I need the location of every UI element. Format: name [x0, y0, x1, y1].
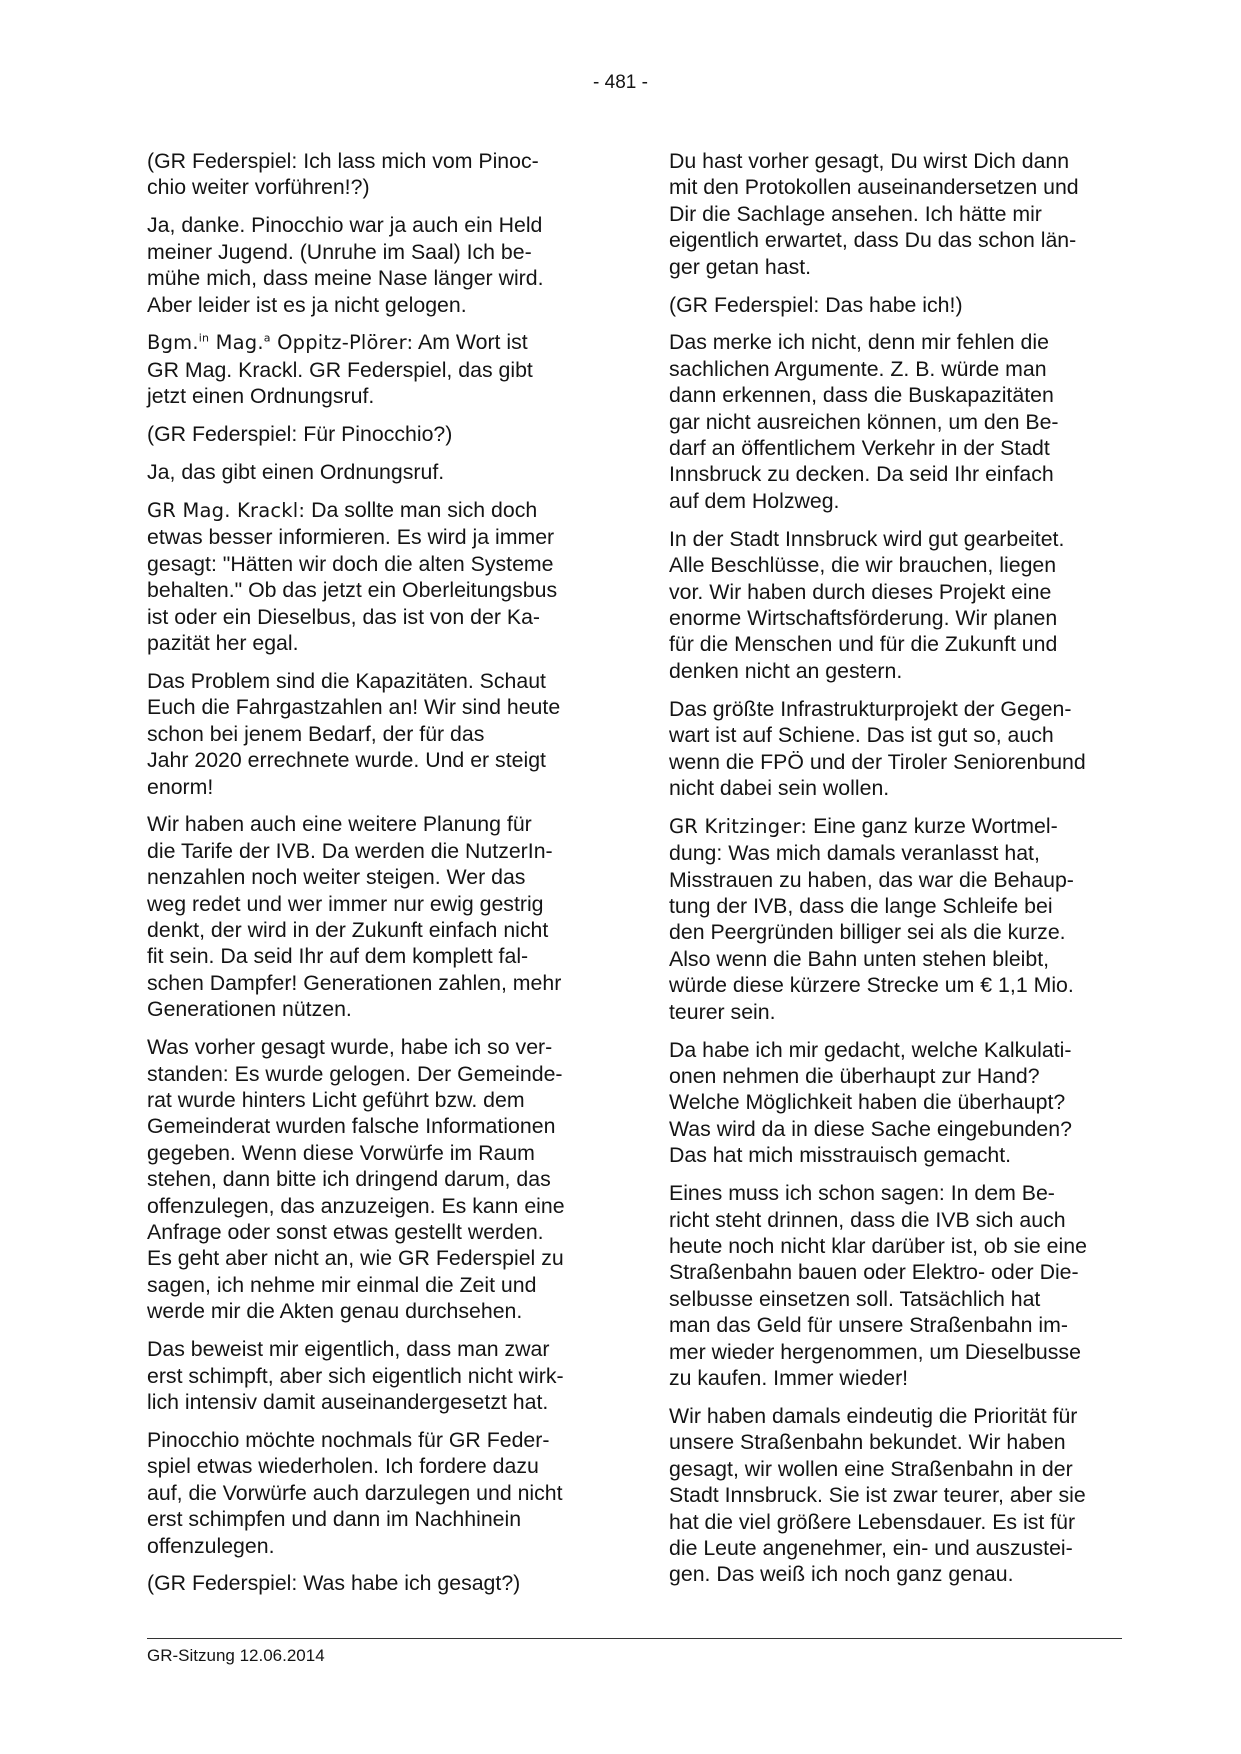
paragraph [669, 1180, 1124, 1391]
text-line: Ja, danke. Pinocchio war ja auch ein Held [147, 213, 543, 238]
text-line: Du hast vorher gesagt, Du wirst Dich dann [669, 149, 1070, 173]
text-line: mühe mich, dass meine Nase länger wird. [147, 266, 544, 291]
text-line: man das Geld für unsere Straßenbahn im- [669, 1313, 1068, 1338]
text-line: (GR Federspiel: Was habe ich gesagt?) [147, 1571, 521, 1596]
paragraph [147, 1336, 602, 1415]
text-line: für die Menschen und für die Zukunft und [669, 632, 1058, 657]
text-line: sagen, ich nehme mir einmal die Zeit und [147, 1272, 537, 1297]
text-line: onen nehmen die überhaupt zur Hand? [669, 1064, 1040, 1088]
text-line: Jahr 2020 errechnete wurde. Und er steigt [147, 748, 546, 773]
text-line: Euch die Fahrgastzahlen an! Wir sind heute [147, 695, 561, 720]
paragraph [669, 1403, 1124, 1588]
text-line: Gemeinderat wurden falsche Informationen [147, 1114, 556, 1139]
text-line: Generationen nützen. [147, 997, 352, 1022]
text-line: dann erkennen, dass die Buskapazitäten [669, 383, 1054, 408]
text-line: die Leute angenehmer, ein- und auszustei- [669, 1535, 1073, 1560]
text-line: werde mir die Akten genau durchsehen. [147, 1299, 523, 1324]
text-line: Was vorher gesagt wurde, habe ich so ver- [147, 1035, 553, 1060]
text-line: Was wird da in diese Sache eingebunden? [669, 1116, 1072, 1141]
paragraph [669, 1037, 1124, 1169]
text-line: Da habe ich mir gedacht, welche Kalkulati- [669, 1037, 1072, 1062]
text-line: erst schimpft, aber sich eigentlich nicht wirk- [147, 1363, 564, 1388]
text-line: vor. Wir haben durch dieses Projekt eine [669, 579, 1052, 604]
paragraph [147, 1570, 602, 1596]
text-line: pazität her egal. [147, 631, 299, 655]
text-line: Es geht aber nicht an, wie GR Federspiel zu [147, 1246, 564, 1271]
paragraph [669, 696, 1124, 802]
text-line: (GR Federspiel: Ich lass mich vom Pinoc- [147, 149, 539, 173]
text-line: hat die viel größere Lebensdauer. Es ist für [669, 1509, 1076, 1534]
text-line: In der Stadt Innsbruck wird gut gearbeitet. [669, 526, 1065, 551]
text-line: ger getan hast. [669, 254, 812, 279]
text-line: tung der IVB, dass die lange Schleife bei [669, 894, 1053, 919]
text-line: erst schimpfen und dann im Nachhinein [147, 1507, 522, 1532]
left-column [147, 148, 602, 1608]
paragraph [669, 329, 1124, 514]
paragraph [147, 1034, 602, 1324]
text-line: Das hat mich misstrauisch gemacht. [669, 1143, 1012, 1168]
text-line: Ja, das gibt einen Ordnungsruf. [147, 460, 445, 485]
text-line: Wir haben damals eindeutig die Priorität für [669, 1403, 1078, 1428]
text-line: meiner Jugend. (Unruhe im Saal) Ich be- [147, 239, 532, 264]
right-column [669, 148, 1124, 1599]
text-line: richt steht drinnen, dass die IVB sich auch [669, 1207, 1066, 1232]
text-line: Das größte Infrastrukturprojekt der Gegen- [669, 696, 1072, 721]
text-line: Straßenbahn bauen oder Elektro- oder Die- [669, 1260, 1079, 1285]
text-line: Dir die Sachlage ansehen. Ich hätte mir [669, 201, 1042, 226]
text-line: ist oder ein Dieselbus, das ist von der Ka- [147, 604, 541, 629]
text-line: Wir haben auch eine weitere Planung für [147, 812, 532, 837]
text-line: denken nicht an gestern. [669, 658, 903, 683]
text-line: auf dem Holzweg. [669, 488, 840, 513]
text-line: offenzulegen. [147, 1533, 275, 1558]
text-line: Aber leider ist es ja nicht gelogen. [147, 292, 467, 317]
text-line: darf an öffentlichem Verkehr in der Stadt [669, 436, 1050, 461]
paragraph: GR Mag. Krackl: Da sollte man sich doch etwas besser informieren. Es wird ja immer gesagt: "Hätten wir doch die alten Systeme behalten." Ob das jetzt ein Oberleitungsbus ist oder ein Dieselbus, das ist von der Ka- pazität her egal. [147, 497, 558, 655]
text-line: weg redet und wer immer nur ewig gestrig [147, 891, 544, 916]
page-number: - 481 - [593, 72, 648, 93]
text-line: gen. Das weiß ich noch ganz genau. [669, 1562, 1014, 1587]
text-line: enorm! [147, 774, 214, 799]
text-line: GR Mag. Krackl. GR Federspiel, das gibt [147, 357, 533, 382]
speaker-name: GR Mag. Krackl: [147, 498, 306, 522]
text-line: den Peergründen billiger sei als die kurze. [669, 920, 1066, 945]
text-line: gar nicht ausreichen können, um den Be- [669, 409, 1059, 434]
text-line: jetzt einen Ordnungsruf. [147, 384, 375, 409]
text-line: die Tarife der IVB. Da werden die NutzerIn- [147, 838, 553, 863]
text-line: etwas besser informieren. Es wird ja immer [147, 525, 555, 550]
text-line: gegeben. Wenn diese Vorwürfe im Raum [147, 1140, 535, 1165]
text-line: Alle Beschlüsse, die wir brauchen, liegen [669, 553, 1057, 578]
text-line: wenn die FPÖ und der Tiroler Seniorenbund [669, 749, 1086, 774]
text-line: Stadt Innsbruck. Sie ist zwar teurer, aber sie [669, 1483, 1086, 1508]
text-line: nenzahlen noch weiter steigen. Wer das [147, 865, 526, 890]
text-line: gesagt, wir wollen eine Straßenbahn in der [669, 1456, 1073, 1481]
speaker-name: GR Kritzinger: [669, 814, 808, 838]
text-line: selbusse einsetzen soll. Tatsächlich hat [669, 1286, 1041, 1311]
text-line: denkt, der wird in der Zukunft einfach nicht [147, 918, 549, 943]
paragraph [147, 212, 602, 318]
text-line: zu kaufen. Immer wieder! [669, 1365, 909, 1390]
text-line: wart ist auf Schiene. Das ist gut so, auch [669, 723, 1054, 748]
text-line: Misstrauen zu haben, das war die Behaup- [669, 867, 1074, 892]
text-line: rat wurde hinters Licht geführt bzw. dem [147, 1088, 525, 1112]
paragraph [147, 459, 602, 485]
text-line: Das merke ich nicht, denn mir fehlen die [669, 330, 1049, 355]
text-line: würde diese kürzere Strecke um € 1,1 Mio. [669, 973, 1074, 998]
text-line: Das Problem sind die Kapazitäten. Schaut [147, 668, 546, 693]
text-line: gesagt: "Hätten wir doch die alten Systeme [147, 551, 554, 576]
footer-divider [147, 1638, 1122, 1639]
text-line: enorme Wirtschaftsförderung. Wir planen [669, 606, 1058, 630]
text-line: Eines muss ich schon sagen: In dem Be- [669, 1181, 1055, 1206]
text-line: eigentlich erwartet, dass Du das schon län- [669, 228, 1077, 253]
text-line: mer wieder hergenommen, um Dieselbusse [669, 1339, 1081, 1364]
text-line: (GR Federspiel: Für Pinocchio?) [147, 422, 453, 447]
text-line: Anfrage oder sonst etwas gestellt werden. [147, 1220, 544, 1245]
paragraph [669, 148, 1124, 280]
text-line: offenzulegen, das anzuzeigen. Es kann eine [147, 1193, 565, 1218]
paragraph [147, 421, 602, 447]
paragraph [147, 148, 602, 201]
text-line: teurer sein. [669, 999, 776, 1024]
paragraph [147, 668, 602, 800]
text-line: (GR Federspiel: Das habe ich!) [669, 292, 963, 317]
text-line: lich intensiv damit auseinandergesetzt hat. [147, 1389, 549, 1414]
paragraph [669, 526, 1124, 684]
footer-session-date: GR-Sitzung 12.06.2014 [147, 1646, 325, 1665]
text-line: stehen, dann bitte ich dringend darum, das [147, 1167, 551, 1192]
text-line: dung: Was mich damals veranlasst hat, [669, 841, 1040, 866]
text-line: behalten." Ob das jetzt ein Oberleitungsbus [147, 578, 558, 603]
text-line: schen Dampfer! Generationen zahlen, mehr [147, 970, 562, 995]
text-line: mit den Protokollen auseinandersetzen und [669, 175, 1079, 200]
text-line: heute noch nicht klar darüber ist, ob sie eine [669, 1233, 1087, 1258]
text-line: nicht dabei sein wollen. [669, 775, 890, 800]
paragraph: Bgm.$^{in}$ Mag.$^a$ Oppitz-Plörer: Am Wort ist GR Mag. Krackl. GR Federspiel, das gibt jetzt einen Ordnungsruf. [147, 330, 533, 409]
text-line: Das beweist mir eigentlich, dass man zwar [147, 1337, 550, 1362]
text-line: sachlichen Argumente. Z. B. würde man [669, 356, 1047, 381]
speaker-name: Bgm.$^{in}$ Mag.$^a$ Oppitz-Plörer: [147, 331, 414, 355]
paragraph [147, 1427, 602, 1559]
text-line: Pinocchio möchte nochmals für GR Feder- [147, 1427, 550, 1452]
text-line: auf, die Vorwürfe auch darzulegen und nicht [147, 1480, 563, 1505]
paragraph [147, 811, 602, 1022]
paragraph: GR Kritzinger: Eine ganz kurze Wortmel- dung: Was mich damals veranlasst hat, Misstrauen zu haben, das war die Behaup- tung der IVB, dass die lange Schleife bei den Peergründen billiger sei als die kurze. Also wenn die Bahn unten stehen bleibt, würde diese kürzere Strecke um € 1,1 Mio. teurer sein. [669, 813, 1074, 1024]
text-line: unsere Straßenbahn bekundet. Wir haben [669, 1430, 1066, 1455]
text-line: fit sein. Da seid Ihr auf dem komplett fal- [147, 944, 529, 969]
text-line: standen: Es wurde gelogen. Der Gemeinde- [147, 1061, 563, 1086]
text-line: spiel etwas wiederholen. Ich fordere dazu [147, 1454, 539, 1479]
text-line: chio weiter vorführen!?) [147, 175, 370, 200]
text-line: Welche Möglichkeit haben die überhaupt? [669, 1090, 1066, 1115]
text-line: Innsbruck zu decken. Da seid Ihr einfach [669, 462, 1054, 487]
text-line: schon bei jenem Bedarf, der für das [147, 721, 485, 746]
paragraph [669, 292, 1124, 318]
text-line: Also wenn die Bahn unten stehen bleibt, [669, 946, 1050, 971]
